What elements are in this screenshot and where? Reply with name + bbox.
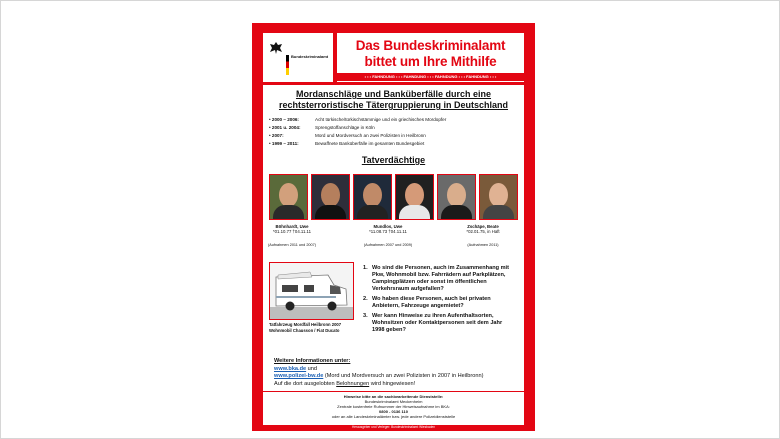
- headline-line-1: Mordanschläge und Banküberfälle durch eine: [295, 89, 492, 99]
- reward-word: Belohnungen: [336, 380, 370, 387]
- suspects-title: Tatverdächtige: [361, 155, 426, 165]
- reward-post: wird hingewiesen!: [369, 380, 416, 387]
- reward-line: [274, 381, 519, 389]
- reward-pre: Auf die dort ausgelobten: [274, 380, 337, 387]
- info-polizei-line: [274, 373, 519, 381]
- question-number: 2.: [363, 296, 368, 302]
- crime-timeline: [269, 115, 519, 147]
- info-heading: Weitere Informationen unter:: [274, 358, 351, 364]
- suspect-caption: [257, 224, 327, 234]
- timeline-period: • 2000 – 2006:: [269, 116, 299, 122]
- suspect-dates: *11.08.73 †04.11.11: [369, 229, 407, 235]
- suspect-dates: *01.10.77 †04.11.11: [272, 229, 312, 235]
- timeline-text: Bewaffnete Banküberfälle im gesamten Bundesgebiet: [315, 140, 425, 146]
- contact-line: Bundeskriminalamt Meckenheim: [364, 399, 423, 404]
- question-item: [363, 313, 515, 334]
- timeline-period: • 2001 u. 2004:: [269, 124, 301, 130]
- timeline-row: [269, 139, 519, 147]
- and-text: und: [306, 365, 318, 372]
- poster-content: [263, 85, 524, 425]
- question-text: Wo haben diese Personen, auch bei privaten Anbietern, Fahrzeuge angemietet?: [372, 296, 491, 309]
- suspect-name: Zschäpe, Beate: [467, 224, 499, 229]
- publisher-note: Herausgeber und Verleger: Bundeskriminalamt Wiesbaden: [351, 425, 436, 429]
- suspect-name: Mundlos, Uwe: [373, 224, 403, 229]
- fahndung-strip: • • • FAHNDUNG • • • FAHNDUNG • • • FAHNDUNG • • • FAHNDUNG • • •: [337, 73, 524, 81]
- polizei-bw-link[interactable]: www.polizei-bw.de: [274, 373, 324, 380]
- vehicle-caption-line-1: Tatfahrzeug Mordfall Heilbronn 2007: [269, 322, 342, 327]
- contact-block: [263, 394, 524, 419]
- timeline-period: • 1999 – 2011:: [269, 140, 299, 146]
- federal-eagle-icon: [269, 41, 283, 55]
- suspect-photo: [395, 174, 434, 220]
- agency-logo-box: [263, 33, 333, 82]
- photo-date-note: (Aufnahmen 2007 und 2009): [363, 243, 413, 247]
- bka-link[interactable]: www.bka.de: [274, 365, 307, 372]
- contact-line: Hinweise bitte an die sachbearbeitende Dienststelle:: [343, 394, 444, 399]
- contact-line: Zentrale kostenfreie Rufnummer der Hinweisaufnahme im BKA:: [337, 404, 450, 409]
- question-number: 1.: [363, 265, 368, 271]
- suspect-caption: [353, 224, 423, 234]
- suspect-photo: [437, 174, 476, 220]
- photo-date-note: (Aufnahmen 2011 und 2007): [267, 243, 317, 247]
- headline-line-2: rechtsterroristische Tätergruppierung in Deutschland: [278, 100, 509, 110]
- poster-title: [337, 38, 524, 70]
- timeline-row: [269, 123, 519, 131]
- suspect-photo: [311, 174, 350, 220]
- question-number: 3.: [363, 313, 368, 319]
- suspect-name: Böhnhardt, Uwe: [275, 224, 309, 229]
- info-links-line: [274, 366, 519, 374]
- appeal-questions: [363, 265, 515, 337]
- question-item: [363, 265, 515, 293]
- headline: [263, 89, 524, 111]
- vehicle-caption: [269, 322, 359, 333]
- title-line-2: bittet um Ihre Mithilfe: [364, 54, 497, 69]
- question-item: [363, 296, 515, 310]
- suspect-photo: [353, 174, 392, 220]
- hotline-number: 0800 - 0136 110: [379, 409, 408, 414]
- suspect-dates: *02.01.75, in Haft: [466, 229, 500, 235]
- german-flag-stripe: [286, 55, 289, 75]
- contact-divider: [263, 391, 524, 392]
- suspect-photo: [269, 174, 308, 220]
- contact-line: oder an alle Landeskriminalämter bzw. jede andere Polizeidienststelle: [331, 414, 456, 419]
- timeline-row: [269, 131, 519, 139]
- motorhome-icon: [270, 263, 353, 319]
- suspect-caption: [448, 224, 518, 234]
- polizei-note: (Mord und Mordversuch an zwei Polizisten in 2007 in Heilbronn): [323, 373, 484, 380]
- timeline-row: [269, 115, 519, 123]
- vehicle-caption-line-2: Wohnmobil Chausson / Fiat Ducato: [269, 327, 340, 333]
- wanted-poster: [252, 23, 535, 431]
- question-text: Wer kann Hinweise zu ihren Aufenthaltsorten, Wohnsitzen oder Kontaktpersonen seit dem Jahr 1998 geben?: [372, 313, 503, 333]
- vehicle-photo: [269, 262, 354, 320]
- title-line-1: Das Bundeskriminalamt: [355, 38, 506, 53]
- photo-date-note: (Aufnahmen 2011): [467, 243, 499, 247]
- more-information: [274, 358, 519, 388]
- timeline-text: Sprengstoffanschläge in Köln: [315, 124, 375, 130]
- timeline-text: Acht türkische/türkischstämmige und ein griechisches Mordopfer: [315, 116, 447, 122]
- agency-name: Bundeskriminalamt: [291, 54, 329, 59]
- timeline-period: • 2007:: [269, 132, 284, 138]
- suspect-photo: [479, 174, 518, 220]
- timeline-text: Mord und Mordversuch an zwei Polizisten in Heilbronn: [315, 132, 426, 138]
- question-text: Wo sind die Personen, auch im Zusammenhang mit Pkw, Wohnmobil bzw. Fahrrädern auf Parkplätzen, Campingplätzen oder sonst im öffentlichen Verkehrsraum aufgefallen?: [372, 265, 509, 292]
